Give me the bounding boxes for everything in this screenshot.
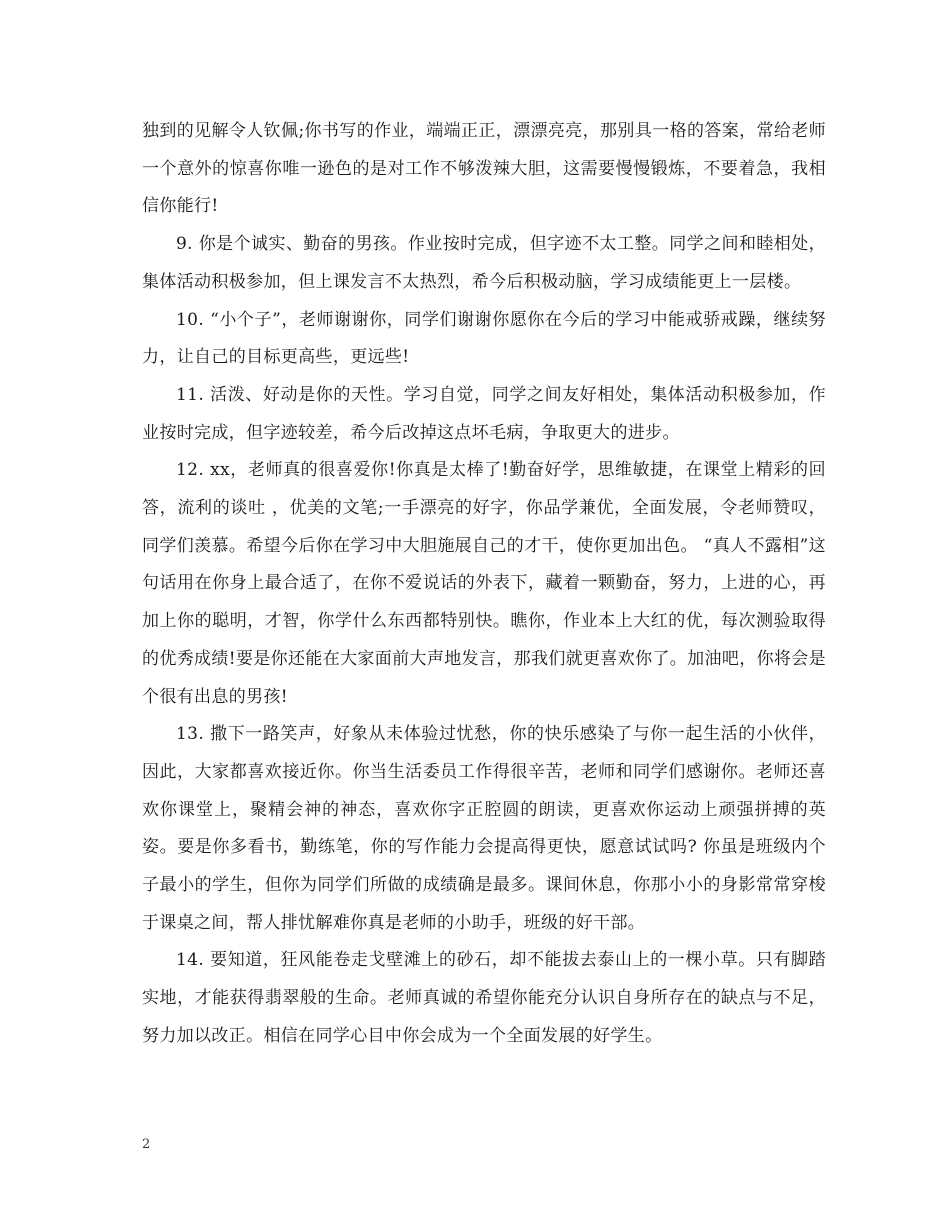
paragraph-item-12: 12. xx，老师真的很喜爱你!你真是太棒了!勤奋好学，思维敏捷，在课堂上精彩的回答，流利的谈吐 ，优美的文笔;一手漂亮的好字，你品学兼优，全面发展，令老师赞叹，同学们羡慕。希望今后你在学习中大胆施展自己的才干，使你更加出色。 “真人不露相”这句话用在你身上最合适了，在你不爱说话的外表下，藏着一颗勤奋，努力，上进的心，再加上你的聪明，才智，你学什么东西都特别快。瞧你，作业本上大红的优，每次测验取得的优秀成绩!要是你还能在大家面前大声地发言，那我们就更喜欢你了。加油吧，你将会是个很有出息的男孩! bbox=[142, 460, 826, 707]
page-number: 2 bbox=[142, 1137, 151, 1152]
paragraph-item-9: 9. 你是个诚实、勤奋的男孩。作业按时完成，但字迹不太工整。同学之间和睦相处，集体活动积极参加，但上课发言不太热烈，希今后积极动脑，学习成绩能更上一层楼。 bbox=[142, 234, 826, 292]
paragraph-item-10: 10. “小个子”，老师谢谢你，同学们谢谢你愿你在今后的学习中能戒骄戒躁，继续努力，让自己的目标更高些，更远些! bbox=[142, 309, 826, 368]
document-body bbox=[142, 113, 826, 1056]
paragraph-continuation: 独到的见解令人钦佩;你书写的作业，端端正正，漂漂亮亮，那别具一格的答案，常给老师一个意外的惊喜你唯一逊色的是对工作不够泼辣大胆，这需要慢慢锻炼，不要着急，我相信你能行! bbox=[142, 121, 826, 217]
paragraph-item-14: 14. 要知道，狂风能卷走戈壁滩上的砂石，却不能拔去泰山上的一棵小草。只有脚踏实地，才能获得翡翠般的生命。老师真诚的希望你能充分认识自身所存在的缺点与不足，努力加以改正。相信在同学心目中你会成为一个全面发展的好学生。 bbox=[142, 950, 826, 1046]
paragraph-item-13: 13. 撒下一路笑声，好象从未体验过忧愁，你的快乐感染了与你一起生活的小伙伴，因此，大家都喜欢接近你。你当生活委员工作得很辛苦，老师和同学们感谢你。老师还喜欢你课堂上，聚精会神的神态，喜欢你字正腔圆的朗读，更喜欢你运动上顽强拼搏的英姿。要是你多看书，勤练笔，你的写作能力会提高得更快，愿意试试吗? 你虽是班级内个子最小的学生，但你为同学们所做的成绩确是最多。课间休息，你那小小的身影常常穿梭于课桌之间，帮人排忧解难你真是老师的小助手，班级的好干部。 bbox=[142, 724, 826, 933]
paragraph-item-11: 11. 活泼、好动是你的天性。学习自觉，同学之间友好相处，集体活动积极参加，作业按时完成，但字迹较差，希今后改掉这点坏毛病，争取更大的进步。 bbox=[142, 384, 826, 443]
